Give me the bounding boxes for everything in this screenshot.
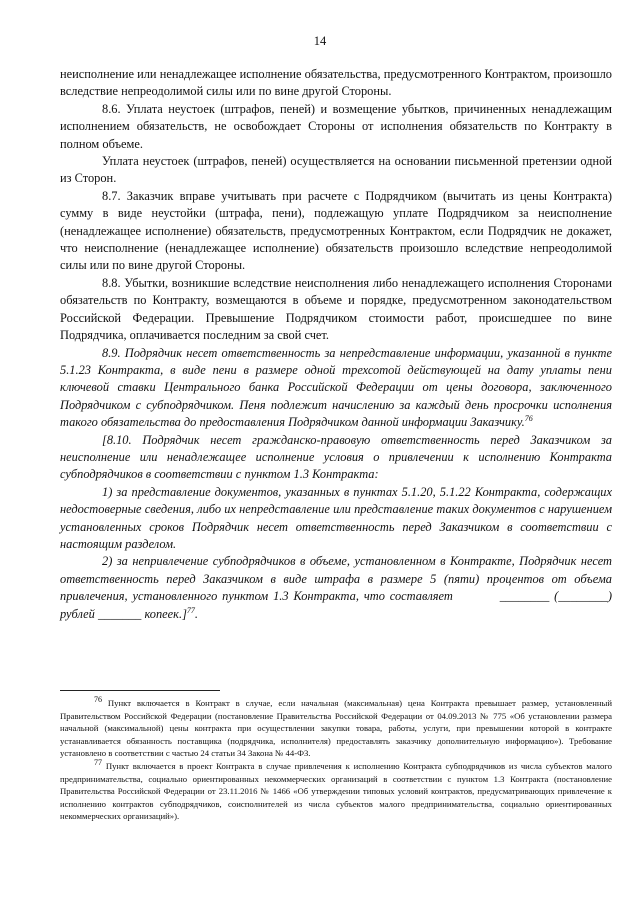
footnote-76-text: Пункт включается в Контракт в случае, если начальная (максимальная) цена Контракта превышает размер, установленный Правительством Российской Федерации (постановление Правительства Российской Федерации от 04.09.2013 № 775 «Об установлении размера начальной (максимальной) цены контракта при осуществлении закупки товара, работы, услуги, при превышении которой в контракте устанавливается обязанность поставщика (подрядчика, исполнителя) предоставлять заказчику дополнительную информацию»). Требование установлено в соответствии с частью 24 статьи 34 Закона № 44-ФЗ. xyxy=(60,698,613,759)
amount-words-blank: (________) xyxy=(554,589,612,604)
paragraph-continuation: неисполнение или ненадлежащее исполнение обязательства, предусмотренного Контрактом, произошло вследствие непреодолимой силы или по вине другой Стороны. xyxy=(60,67,612,99)
footnote-ref-76[interactable]: 76 xyxy=(524,414,533,423)
item-2-text: 2) за непривлечение субподрядчиков в объеме, установленном в Контракте, Подрядчик несет ответственность перед Заказчиком в виде штрафа в размере 5 (пяти) процентов от объема привлечения, установленного пунктом 1.3 Контракта, что составляет xyxy=(60,554,612,604)
paragraph-8-9-text: 8.9. Подрядчик несет ответственность за непредставление информации, указанной в пункте 5.1.23 Контракта, в виде пени в размере одной трехсотой действующей на дату уплаты пени ключевой ставки Центрального банка Российской Федерации от цены договора, заключенного Подрядчиком с субподрядчиком. Пеня подлежит начислению за каждый день просрочки исполнения такого обязательства до предоставления Подрядчиком данной информации Заказчику. xyxy=(60,345,612,430)
footnote-ref-77[interactable]: 77 xyxy=(186,605,195,615)
paragraph-8-7: 8.7. Заказчик вправе учитывать при расчете с Подрядчиком (вычитать из цены Контракта) сумму в виде неустойки (штрафа, пени), подлежащую уплате Подрядчиком за неисполнение (ненадлежащее исполнение) обязательств, предусмотренных Контрактом, если Подрядчик не докажет, что неисполнение (ненадлежащее исполнение) обязательств произошло вследствие непреодолимой силы или по вине другой Стороны. xyxy=(60,188,612,273)
paragraph-8-10-item-1: 1) за представление документов, указанных в пунктах 5.1.20, 5.1.22 Контракта, содержащих недостоверные сведения, либо их непредставление или представление таких документов с нарушением установленных сроков Подрядчик несет ответственность перед Заказчиком в соответствии с настоящим разделом. xyxy=(60,484,612,551)
page-number: 14 xyxy=(313,34,327,48)
footnote-76 xyxy=(60,697,612,760)
footnotes xyxy=(60,697,612,823)
footnote-separator xyxy=(60,690,220,691)
kopecks-blank: _______ xyxy=(97,606,142,621)
paragraph-8-9 xyxy=(60,345,612,432)
paragraph-8-8: 8.8. Убытки, возникшие вследствие неисполнения либо ненадлежащего исполнения Сторонами обязательств по Контракту, возмещаются в объеме и порядке, предусмотренном законодательством Российской Федерации. Превышение Подрядчиком стоимости работ, происшедшее по вине Подрядчика, оплачивается последним за свой счет. xyxy=(60,275,612,343)
amount-blank: ________ xyxy=(499,589,550,604)
paragraph-penalty-payment: Уплата неустоек (штрафов, пеней) осуществляется на основании письменной претензии одной из Сторон. xyxy=(60,154,612,186)
kopecks-label: копеек.] xyxy=(144,606,187,621)
document-body xyxy=(60,66,612,623)
paragraph-8-10: [8.10. Подрядчик несет гражданско-правовую ответственность перед Заказчиком за неисполнение или ненадлежащее исполнение условия о привлечении к исполнению Контракта субподрядчиков в соответствии с пунктом 1.3 Контракта: xyxy=(60,432,612,482)
footnote-76-number: 76 xyxy=(94,695,102,705)
footnote-77-number: 77 xyxy=(94,758,102,768)
paragraph-8-10-item-2: 2) за непривлечение субподрядчиков в объеме, установленном в Контракте, Подрядчик несет ответственность перед Заказчиком в виде штрафа в размере 5 (пяти) процентов от объема привлечения, установленного пунктом 1.3 Контракта, что составляет ________ (________) рублей _______ копеек.]$^{77}$. xyxy=(60,554,612,621)
footnote-77 xyxy=(60,760,612,823)
footnote-77-text: Пункт включается в проект Контракта в случае привлечения к исполнению Контракта субподрядчиков из числа субъектов малого предпринимательства, социально ориентированных некоммерческих организаций в соответствии с пунктом 1.3 Контракта (постановление Правительства Российской Федерации от 23.11.2016 № 1466 «Об утверждении типовых условий контрактов, предусматривающих привлечение к исполнению контрактов субподрядчиков, соисполнителей из числа субъектов малого предпринимательства, социально ориентированных некоммерческих организаций»). xyxy=(60,760,612,822)
rubles-label: рублей xyxy=(60,606,95,621)
paragraph-8-6: 8.6. Уплата неустоек (штрафов, пеней) и возмещение убытков, причиненных ненадлежащим исполнением обязательств, не освобождает Стороны от исполнения обязательств по Контракту в полном объеме. xyxy=(60,101,612,151)
